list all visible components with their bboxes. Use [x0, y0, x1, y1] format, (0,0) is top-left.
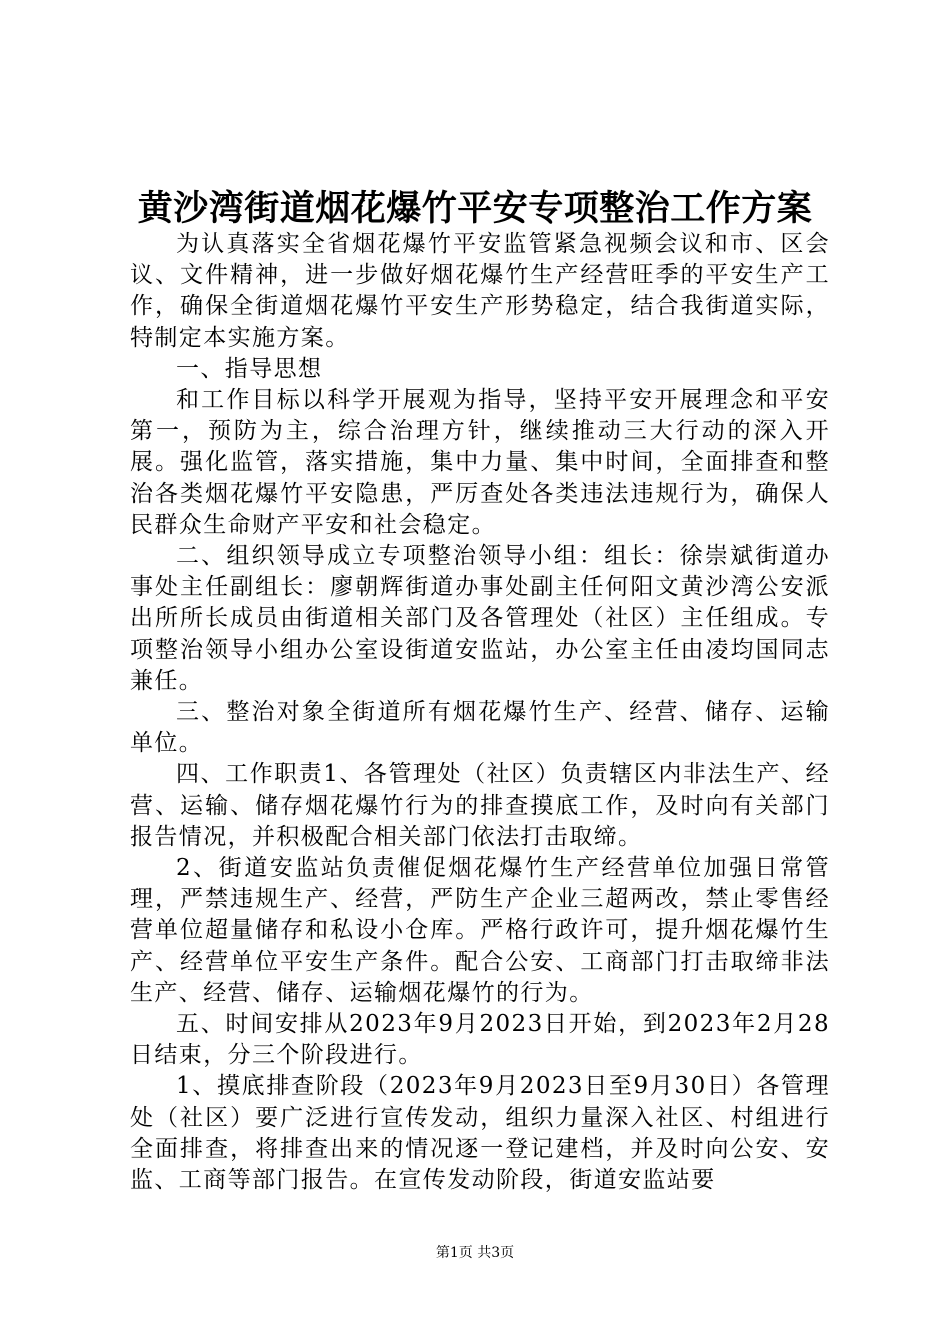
paragraph-phase-1: 1、摸底排查阶段（2023年9月2023日至9月30日）各管理处（社区）要广泛进行宣传发动，组织力量深入社区、村组进行全面排查，将排查出来的情况逐一登记建档，并及时向公安、安监、工商等部门报告。在宣传发动阶段，街道安监站要 [130, 1073, 830, 1194]
document-title: 黄沙湾街道烟花爆竹平安专项整治工作方案 [137, 188, 813, 229]
paragraph-responsibilities-2: 2、街道安监站负责催促烟花爆竹生产经营单位加强日常管理，严禁违规生产、经营，严防生产企业三超两改，禁止零售经营单位超量储存和私设小仓库。严格行政许可，提升烟花爆竹生产、经营单位平安生产条件。配合公安、工商部门打击取缔非法生产、经营、储存、运输烟花爆竹的行为。 [130, 855, 830, 1006]
section-heading-guiding-ideology: 一、指导思想 [176, 355, 323, 382]
paragraph-responsibilities-1: 四、工作职责1、各管理处（社区）负责辖区内非法生产、经营、运输、储存烟花爆竹行为的排查摸底工作，及时向有关部门报告情况，并积极配合相关部门依法打击取缔。 [130, 761, 830, 850]
paragraph-goals: 和工作目标以科学开展观为指导，坚持平安开展理念和平安第一，预防为主，综合治理方针，继续推动三大行动的深入开展。强化监管，落实措施，集中力量、集中时间，全面排查和整治各类烟花爆竹平安隐患，严厉查处各类违法违规行为，确保人民群众生命财产平安和社会稳定。 [130, 387, 830, 538]
document-body [130, 229, 830, 1196]
page-number-footer: 第1页 共3页 [435, 1245, 515, 1261]
paragraph-schedule: 五、时间安排从2023年9月2023日开始，到2023年2月28日结束，分三个阶段进行。 [130, 1011, 830, 1069]
paragraph-organization: 二、组织领导成立专项整治领导小组：组长：徐崇斌街道办事处主任副组长：廖朝辉街道办事处副主任何阳文黄沙湾公安派出所所长成员由街道相关部门及各管理处（社区）主任组成。专项整治领导小组办公室设街道安监站，办公室主任由凌均国同志兼任。 [130, 543, 830, 694]
paragraph-intro: 为认真落实全省烟花爆竹平安监管紧急视频会议和市、区会议、文件精神，进一步做好烟花爆竹生产经营旺季的平安生产工作，确保全街道烟花爆竹平安生产形势稳定，结合我街道实际，特制定本实施方案。 [130, 231, 830, 351]
paragraph-targets: 三、整治对象全街道所有烟花爆竹生产、经营、储存、运输单位。 [130, 699, 830, 757]
